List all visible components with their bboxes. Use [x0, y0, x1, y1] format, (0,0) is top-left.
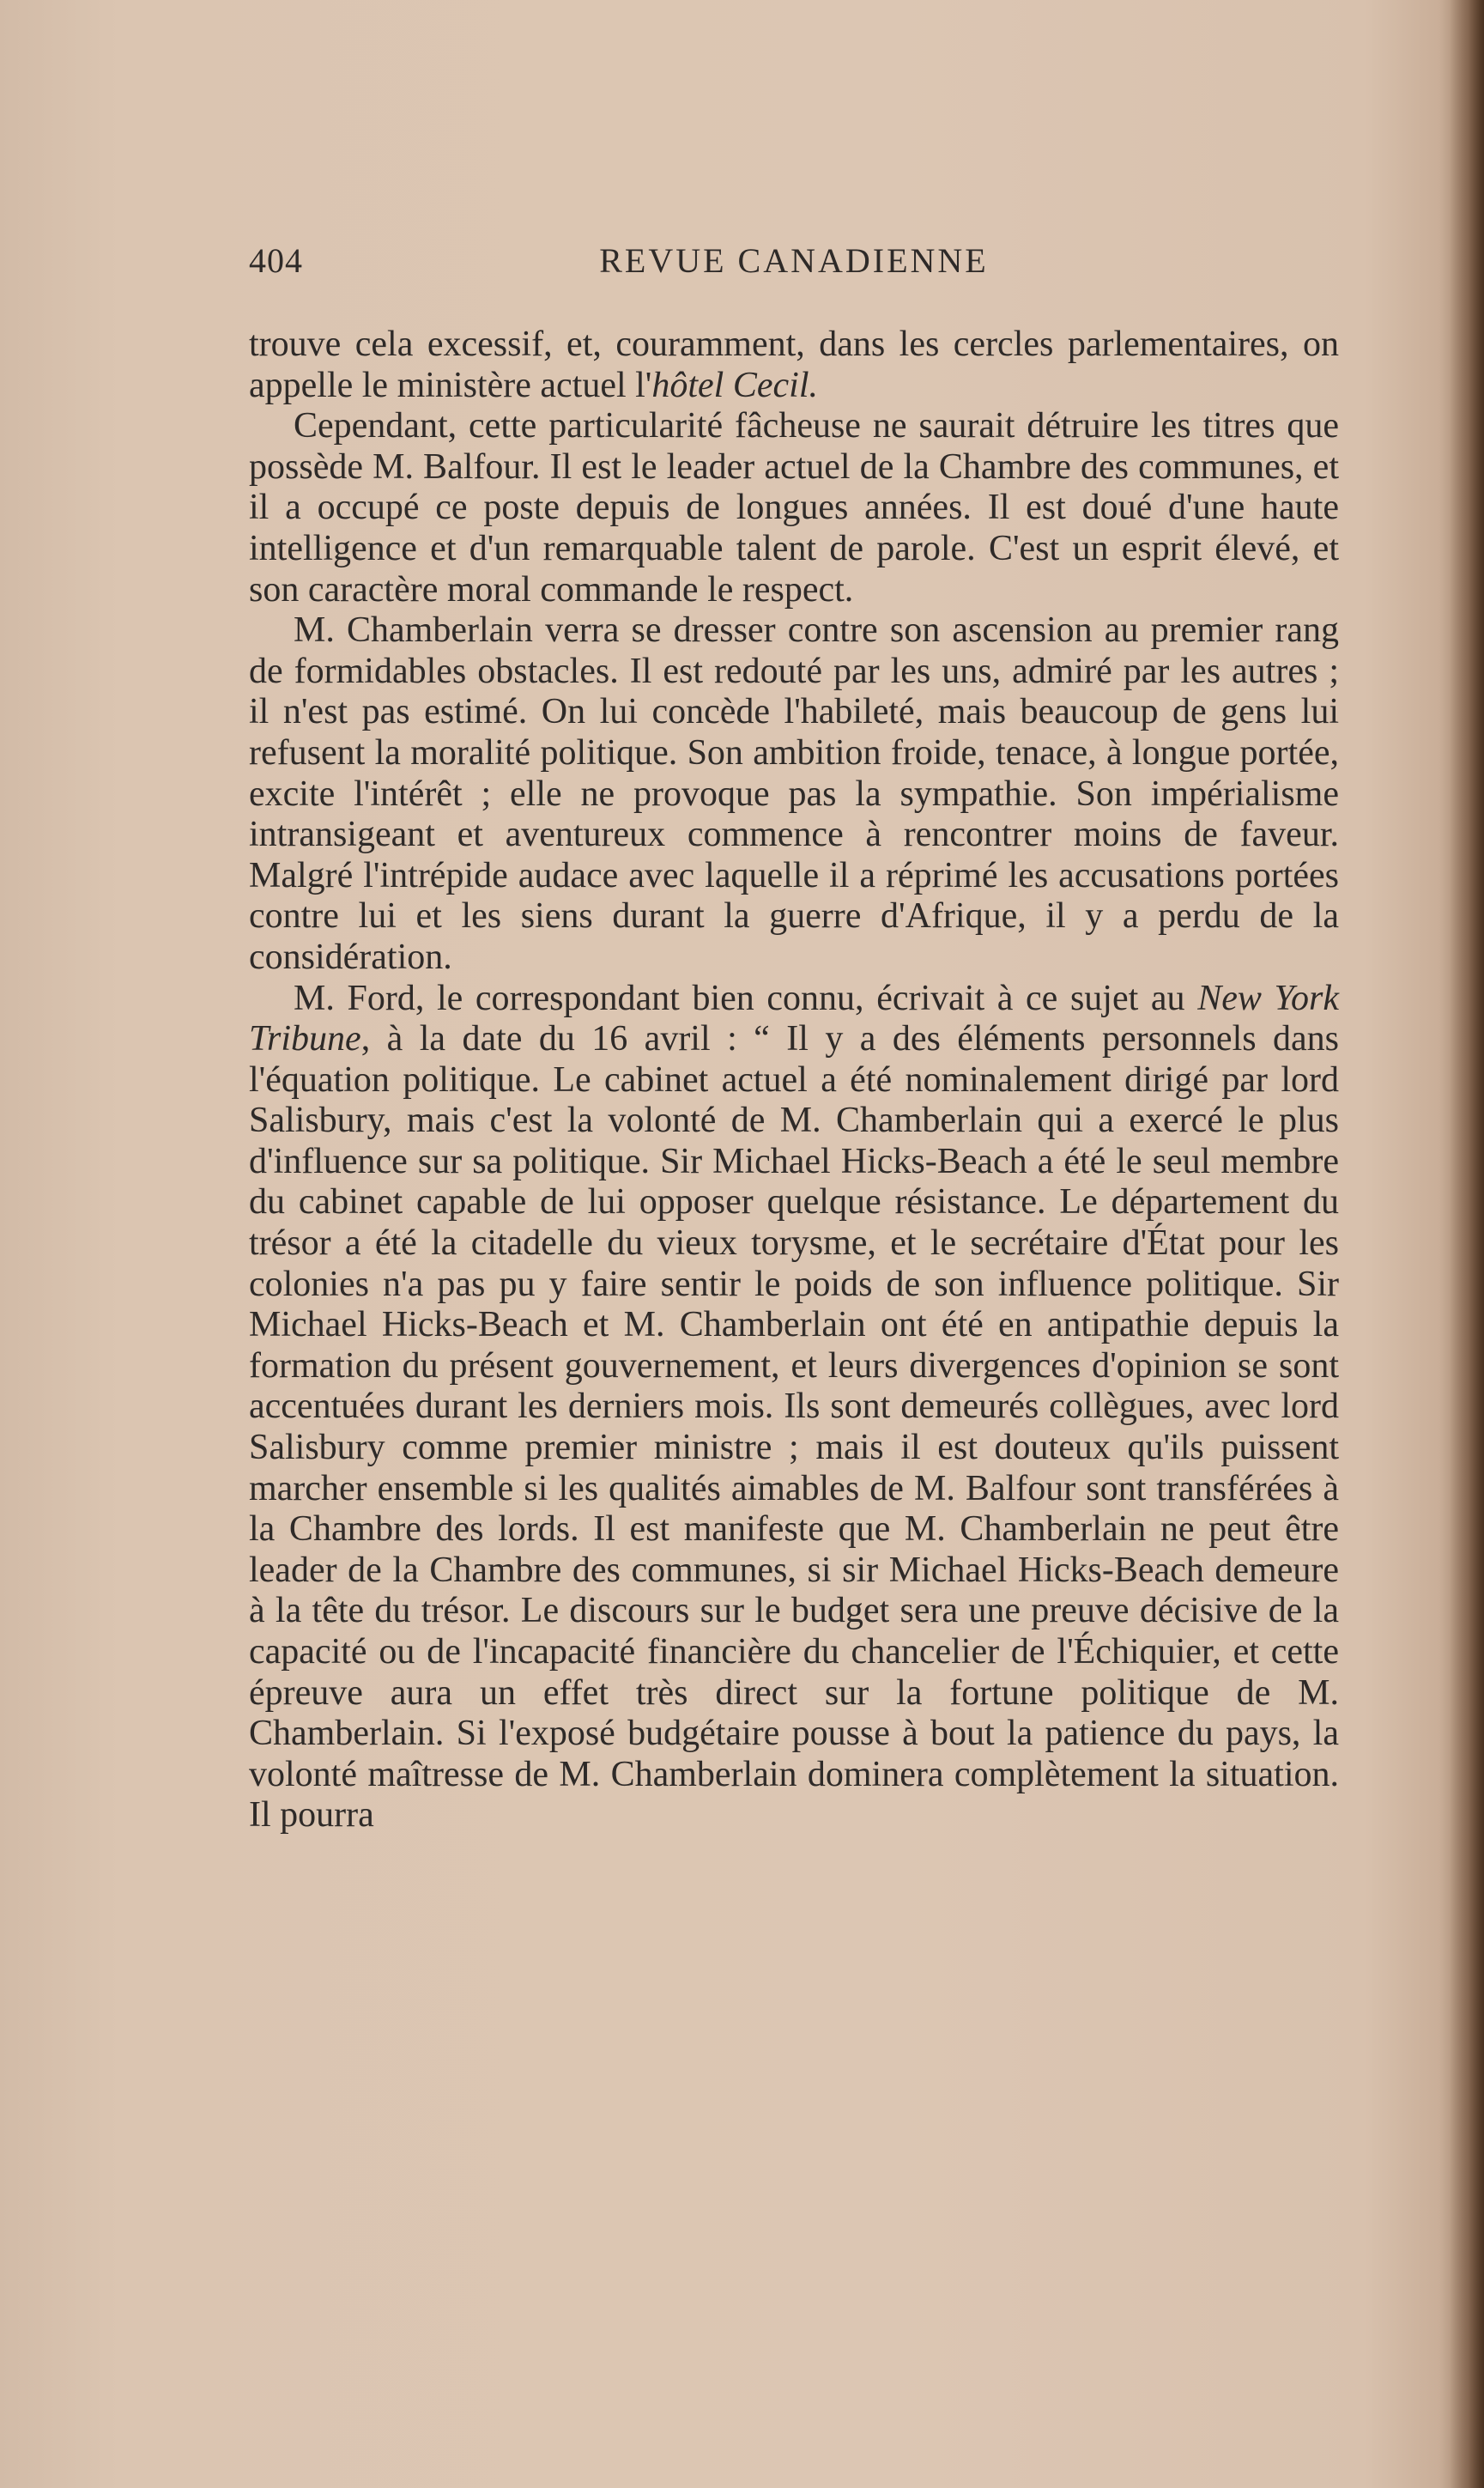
running-head: REVUE CANADIENNE	[599, 241, 989, 280]
paragraph-3: M. Chamberlain verra se dresser contre son ascension au premier rang de formidables obstacles. Il est redouté par les uns, admiré par les autres ; il n'est pas estimé. On lui concède l'habileté, mais beaucoup de gens lui refusent la moralité politique. Son ambition froide, tenace, à longue portée, excite l'intérêt ; elle ne provoque pas la sympathie. Son impérialisme intransigeant et aventureux commence à rencontrer moins de faveur. Malgré l'intrépide audace avec laquelle il a réprimé les accusations portées contre lui et les siens durant la guerre d'Afrique, il y a perdu de la considération.	[249, 610, 1339, 977]
paragraph-1-italic: hôtel Cecil.	[651, 365, 818, 405]
paragraph-2: Cependant, cette particularité fâcheuse ne saurait détruire les titres que possède M. Balfour. Il est le leader actuel de la Chambre des communes, et il a occupé ce poste depuis de longues années. Il est doué d'une haute intelligence et d'un remarquable talent de parole. C'est un esprit élevé, et son caractère moral commande le respect.	[249, 406, 1339, 610]
page-number: 404	[249, 241, 303, 280]
article-body	[249, 325, 1339, 1836]
page-header	[249, 240, 1339, 292]
paragraph-1-text: trouve cela excessif, et, couramment, dans les cercles parlementaires, on appelle le ministère actuel l'	[249, 325, 1339, 405]
paragraph-4	[249, 979, 1339, 1836]
binding-shadow	[1450, 0, 1484, 2488]
paragraph-1	[249, 325, 1339, 406]
paragraph-4-after: , à la date du 16 avril : “ Il y a des éléments personnels dans l'équation politique. Le cabinet actuel a été nominalement dirigé par lord Salisbury, mais c'est la volonté de M. Chamberlain qui a exercé le plus d'influence sur sa politique. Sir Michael Hicks-Beach a été le seul membre du cabinet capable de lui opposer quelque résistance. Le département du trésor a été la citadelle du vieux torysme, et le secrétaire d'État pour les colonies n'a pas pu y faire sentir le poids de son influence politique. Sir Michael Hicks-Beach et M. Chamberlain ont été en antipathie depuis la formation du présent gouvernement, et leurs divergences d'opinion se sont accentuées durant les derniers mois. Ils sont demeurés collègues, avec lord Salisbury comme premier ministre ; mais il est douteux qu'ils puissent marcher ensemble si les qualités aimables de M. Balfour sont transférées à la Chambre des lords. Il est manifeste que M. Chamberlain ne peut être leader de la Chambre des communes, si sir Michael Hicks-Beach demeure à la tête du trésor. Le discours sur le budget sera une preuve décisive de la capacité ou de l'incapacité financière du chancelier de l'Échiquier, et cette épreuve aura un effet très direct sur la fortune politique de M. Chamberlain. Si l'exposé budgétaire pousse à bout la patience du pays, la volonté maîtresse de M. Chamberlain dominera complètement la situation. Il pourra	[249, 1019, 1339, 1836]
paragraph-4-italic: New York Tribune	[249, 978, 1339, 1059]
paragraph-4-before: M. Ford, le correspondant bien connu, écrivait à ce sujet au	[294, 978, 1198, 1018]
